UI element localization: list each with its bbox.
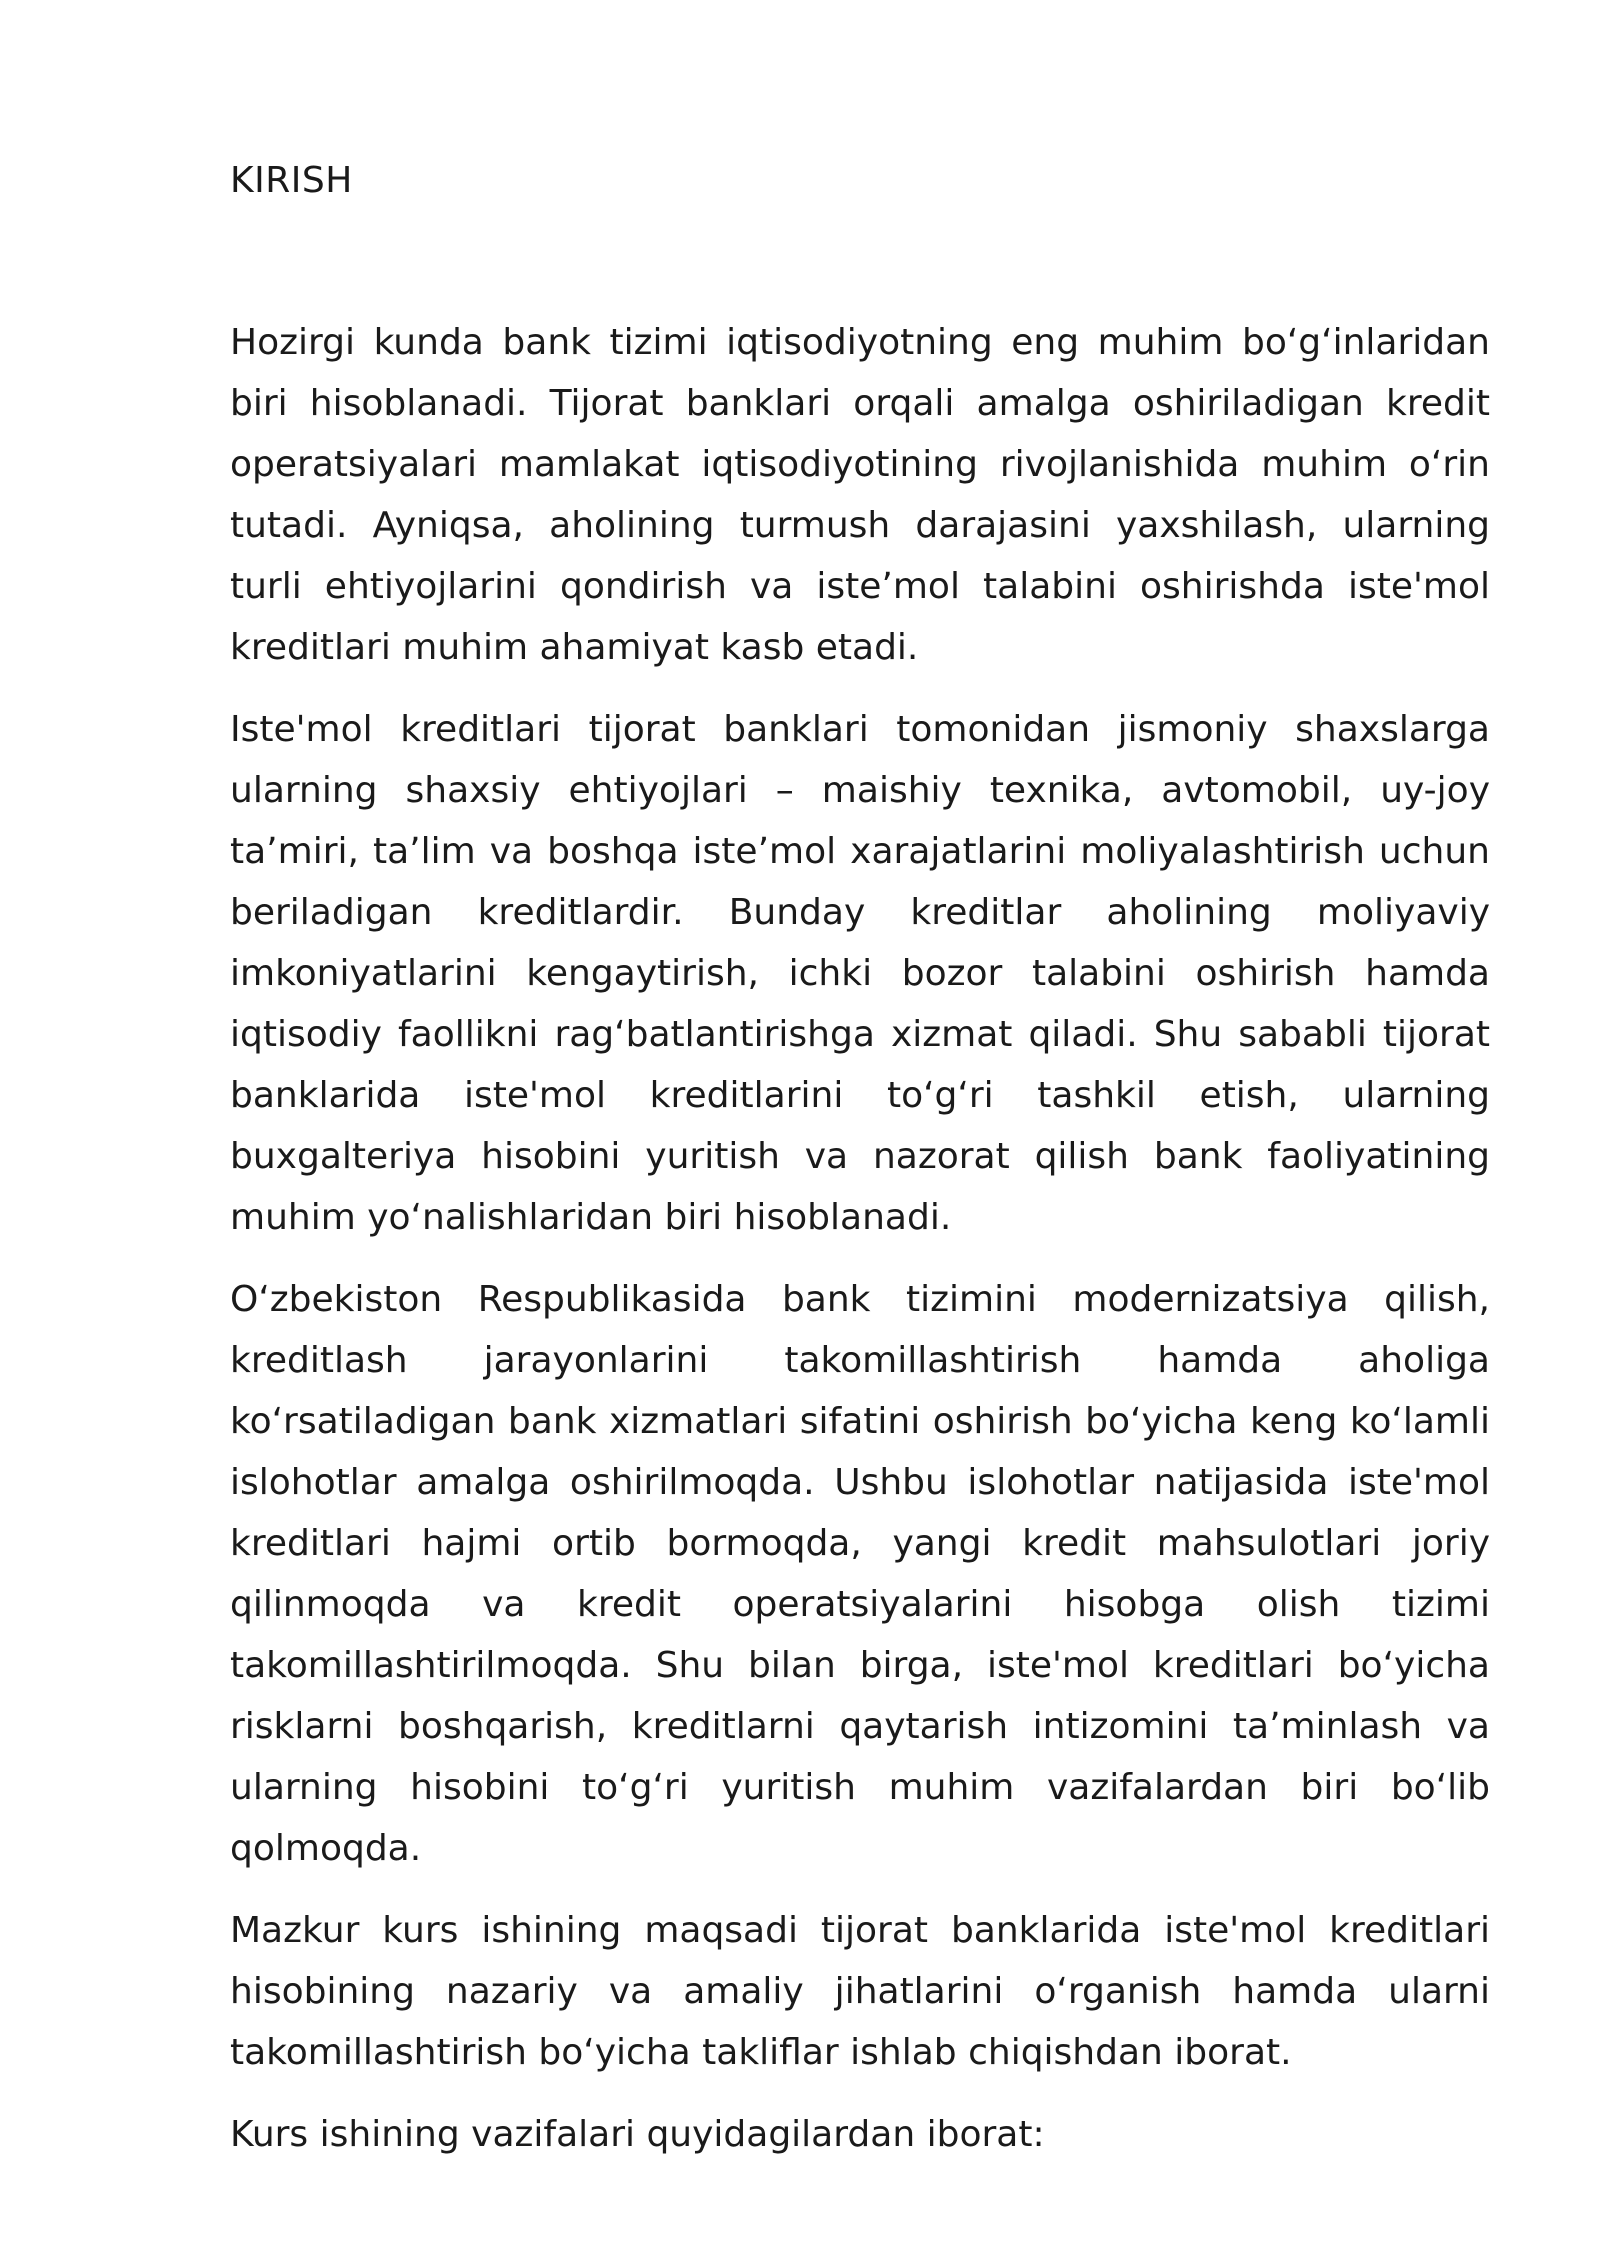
paragraph-2: Iste'mol kreditlari tijorat banklari tomonidan jismoniy shaxslarga ularning shaxsiy ehtiyojlari – maishiy texnika, avtomobil, uy-joy ta’miri, ta’lim va boshqa iste’mol xarajatlarini moliyalashtirish uchun beriladigan kreditlardir. Bunday kreditlar aholining moliyaviy imkoniyatlarini kengaytirish, ichki bozor talabini oshirish hamda iqtisodiy faollikni rag‘batlantirishga xizmat qiladi. Shu sababli tijorat banklarida iste'mol kreditlarini to‘g‘ri tashkil etish, ularning buxgalteriya hisobini yuritish va nazorat qilish bank faoliyatining muhim yo‘nalishlaridan biri hisoblanadi. — [230, 709, 1490, 1238]
paragraph-4: Mazkur kurs ishining maqsadi tijorat banklarida iste'mol kreditlari hisobining nazariy va amaliy jihatlarini o‘rganish hamda ularni takomillashtirish bo‘yicha takliflar ishlab chiqishdan iborat. — [230, 1910, 1490, 2073]
paragraph-1: Hozirgi kunda bank tizimi iqtisodiyotning eng muhim bo‘g‘inlaridan biri hisoblanadi. Tijorat banklari orqali amalga oshiriladigan kredit operatsiyalari mamlakat iqtisodiyotining rivojlanishida muhim o‘rin tutadi. Ayniqsa, aholining turmush darajasini yaxshilash, ularning turli ehtiyojlarini qondirish va iste’mol talabini oshirishda iste'mol kreditlari muhim ahamiyat kasb etadi. — [230, 322, 1490, 668]
document-body — [230, 150, 1490, 2186]
section-heading: KIRISH — [230, 160, 353, 201]
paragraph-3: O‘zbekiston Respublikasida bank tizimini modernizatsiya qilish, kreditlash jarayonlarini takomillashtirish hamda aholiga ko‘rsatiladigan bank xizmatlari sifatini oshirish bo‘yicha keng ko‘lamli islohotlar amalga oshirilmoqda. Ushbu islohotlar natijasida iste'mol kreditlari hajmi ortib bormoqda, yangi kredit mahsulotlari joriy qilinmoqda va kredit operatsiyalarini hisobga olish tizimi takomillashtirilmoqda. Shu bilan birga, iste'mol kreditlari bo‘yicha risklarni boshqarish, kreditlarni qaytarish intizomini ta’minlash va ularning hisobini to‘g‘ri yuritish muhim vazifalardan biri bo‘lib qolmoqda. — [230, 1279, 1490, 1869]
paragraph-5: Kurs ishining vazifalari quyidagilardan iborat: — [230, 2114, 1045, 2155]
